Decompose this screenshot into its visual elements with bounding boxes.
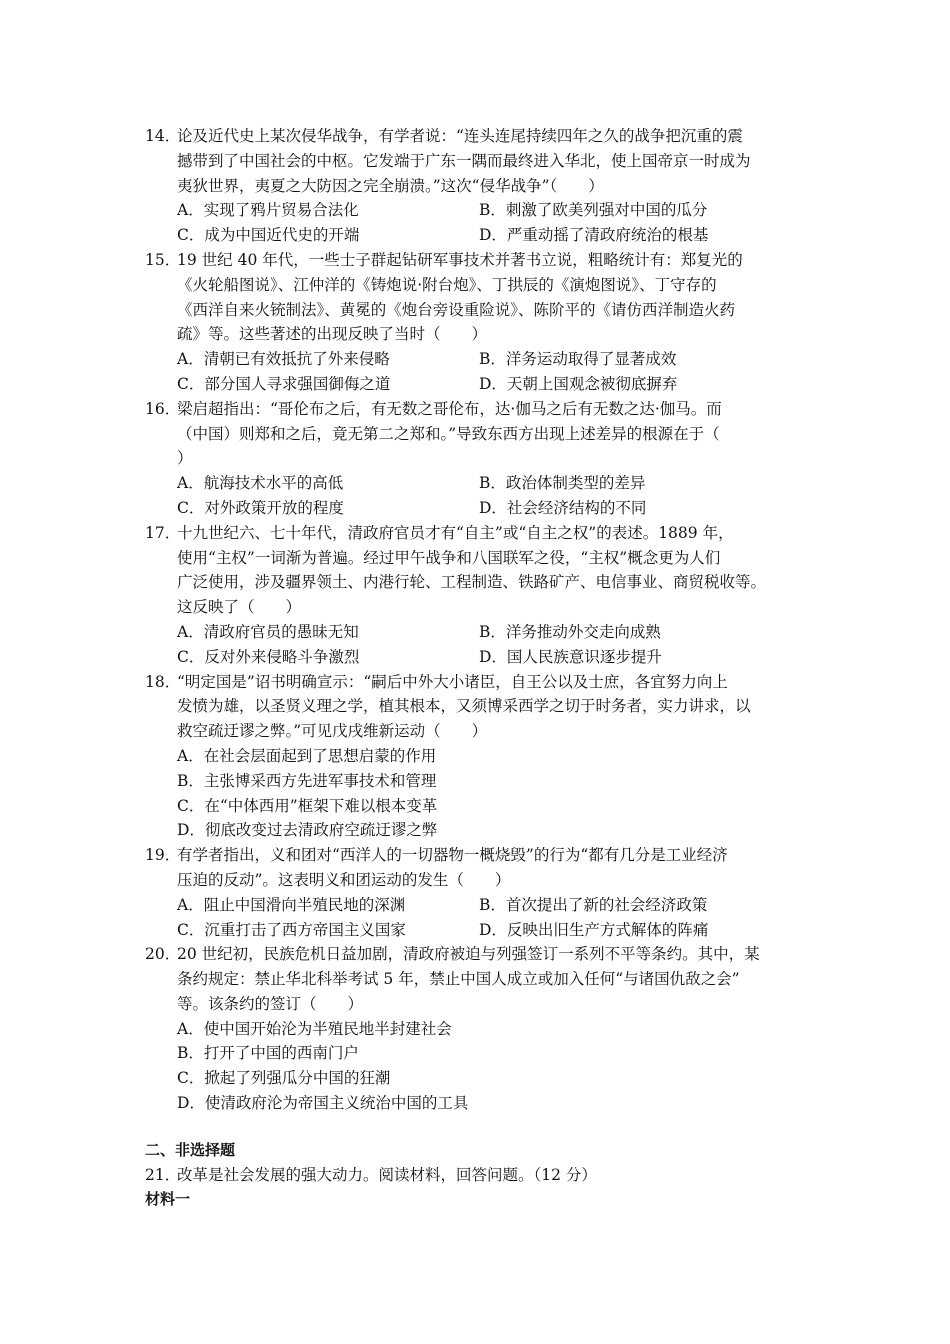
answer-option[interactable]: D．严重动摇了清政府统治的根基	[479, 226, 709, 245]
question-stem-line: 发愤为雄，以圣贤义理之学，植其根本，又须博采西学之切于时务者，实力讲求，以	[177, 697, 751, 716]
answer-options	[177, 471, 825, 521]
question-stem-line: 条约规定：禁止华北科举考试 5 年，禁止中国人成立或加入任何“与诸国仇敌之会”	[177, 970, 740, 989]
answer-option[interactable]: B．政治体制类型的差异	[479, 474, 646, 493]
answer-option[interactable]: A．阻止中国滑向半殖民地的深渊	[177, 895, 406, 914]
question-number: 19．	[145, 846, 181, 865]
question-block	[145, 397, 825, 521]
question-number: 15．	[145, 250, 181, 269]
question-stem-line: 梁启超指出：“哥伦布之后，有无数之哥伦布，达·伽马之后有无数之达·伽马。而	[177, 399, 722, 418]
question-number: 16．	[145, 399, 181, 418]
question-stem-line: 《火轮船图说》、江仲洋的《铸炮说·附台炮》、丁拱辰的《演炮图说》、丁守存的	[177, 275, 717, 294]
question-stem-line: 压迫的反动”。这表明义和团运动的发生（ ）	[177, 870, 511, 889]
section-heading: 二、非选择题	[145, 1140, 236, 1159]
answer-option[interactable]: C．部分国人寻求强国御侮之道	[177, 374, 391, 393]
answer-option[interactable]: B．刺激了欧美列强对中国的瓜分	[479, 201, 708, 220]
answer-option[interactable]: C．对外政策开放的程度	[177, 498, 344, 517]
answer-option[interactable]: A．在社会层面起到了思想启蒙的作用	[177, 746, 437, 765]
question-stem-line: 等。该条约的签订（ ）	[177, 994, 364, 1013]
answer-option[interactable]: D．天朝上国观念被彻底摒弃	[479, 374, 678, 393]
question-stem-line: ）	[177, 449, 193, 468]
answer-option[interactable]: B．主张博采西方先进军事技术和管理	[177, 771, 437, 790]
question-number: 14．	[145, 127, 181, 145]
question-stem-line: 救空疏迂谬之弊。”可见戊戌维新运动（ ）	[177, 722, 488, 741]
question-stem-line: 疏》等。这些著述的出现反映了当时（ ）	[177, 325, 488, 344]
question-stem-line: 《西洋自来火铳制法》、黄冕的《炮台旁设重险说》、陈阶平的《请仿西洋制造火药	[177, 300, 736, 319]
question-block	[145, 521, 825, 670]
question-list	[145, 124, 825, 1212]
question-stem-line: 20 世纪初，民族危机日益加剧，清政府被迫与列强签订一系列不平等条约。其中，某	[177, 945, 760, 964]
question-stem-line: 论及近代史上某次侵华战争，有学者说：“连头连尾持续四年之久的战争把沉重的震	[177, 127, 743, 145]
answer-option[interactable]: D．彻底改变过去清政府空疏迂谬之弊	[177, 821, 438, 840]
answer-option[interactable]: B．打开了中国的西南门户	[177, 1044, 359, 1063]
answer-option[interactable]: A．航海技术水平的高低	[177, 474, 344, 493]
question-stem-line: 改革是社会发展的强大动力。阅读材料，回答问题。（12 分）	[177, 1165, 597, 1184]
question-block	[145, 124, 825, 248]
answer-option[interactable]: C．沉重打击了西方帝国主义国家	[177, 920, 406, 939]
answer-options	[177, 893, 825, 943]
answer-option[interactable]: D．社会经济结构的不同	[479, 498, 647, 517]
question-block	[145, 670, 825, 844]
question-number: 18．	[145, 672, 181, 691]
answer-option[interactable]: A．清朝已有效抵抗了外来侵略	[177, 350, 390, 369]
question-stem-line: 广泛使用，涉及疆界领土、内港行轮、工程制造、铁路矿产、电信事业、商贸税收等。	[177, 573, 767, 592]
question-block	[145, 248, 825, 397]
answer-option[interactable]: C．反对外来侵略斗争激烈	[177, 647, 360, 666]
question-stem-line: 有学者指出，义和团对“西洋人的一切器物一概烧毁”的行为“都有几分是工业经济	[177, 846, 728, 865]
question-stem-line: 十九世纪六、七十年代，清政府官员才有“自主”或“自主之权”的表述。1889 年，	[177, 523, 734, 542]
question-stem-line: 这反映了（ ）	[177, 598, 302, 617]
answer-option[interactable]: C．成为中国近代史的开端	[177, 226, 360, 245]
answer-options	[177, 1017, 825, 1116]
question-stem-line: 夷狄世界，夷夏之大防因之完全崩溃。”这次“侵华战争”（ ）	[177, 176, 604, 195]
answer-option[interactable]: B．洋务推动外交走向成熟	[479, 622, 661, 641]
question-stem-line: （中国）则郑和之后，竟无第二之郑和。”导致东西方出现上述差异的根源在于（	[177, 424, 720, 443]
question-block	[145, 843, 825, 942]
question-number: 20．	[145, 945, 181, 964]
answer-option[interactable]: B．洋务运动取得了显著成效	[479, 350, 677, 369]
answer-option[interactable]: C．掀起了列强瓜分中国的狂潮	[177, 1069, 391, 1088]
answer-options	[177, 347, 825, 397]
question-number: 17．	[145, 523, 181, 542]
answer-option[interactable]: D．反映出旧生产方式解体的阵痛	[479, 920, 709, 939]
answer-option[interactable]: A．使中国开始沦为半殖民地半封建社会	[177, 1019, 452, 1038]
answer-options	[177, 198, 825, 248]
answer-option[interactable]: A．清政府官员的愚昧无知	[177, 622, 359, 641]
question-number: 21．	[145, 1165, 181, 1184]
answer-option[interactable]: B．首次提出了新的社会经济政策	[479, 895, 708, 914]
answer-option[interactable]: C．在“中体西用”框架下难以根本变革	[177, 796, 438, 815]
answer-option[interactable]: A．实现了鸦片贸易合法化	[177, 201, 359, 220]
answer-options	[177, 744, 825, 843]
question-stem-line: 使用“主权”一词渐为普遍。经过甲午战争和八国联军之役，“主权”概念更为人们	[177, 548, 721, 567]
question-block	[145, 942, 825, 1116]
question-block	[145, 1163, 825, 1188]
question-stem-line: 19 世纪 40 年代，一些士子群起钻研军事技术并著书立说，粗略统计有：郑复光的	[177, 250, 743, 269]
answer-option[interactable]: D．使清政府沦为帝国主义统治中国的工具	[177, 1094, 469, 1113]
material-label: 材料一	[145, 1190, 191, 1209]
question-stem-line: “明定国是”诏书明确宣示：“嗣后中外大小诸臣，自王公以及士庶，各宜努力向上	[177, 672, 728, 691]
answer-options	[177, 620, 825, 670]
question-stem-line: 撼带到了中国社会的中枢。它发端于广东一隅而最终进入华北，使上国帝京一时成为	[177, 151, 751, 170]
answer-option[interactable]: D．国人民族意识逐步提升	[479, 647, 662, 666]
